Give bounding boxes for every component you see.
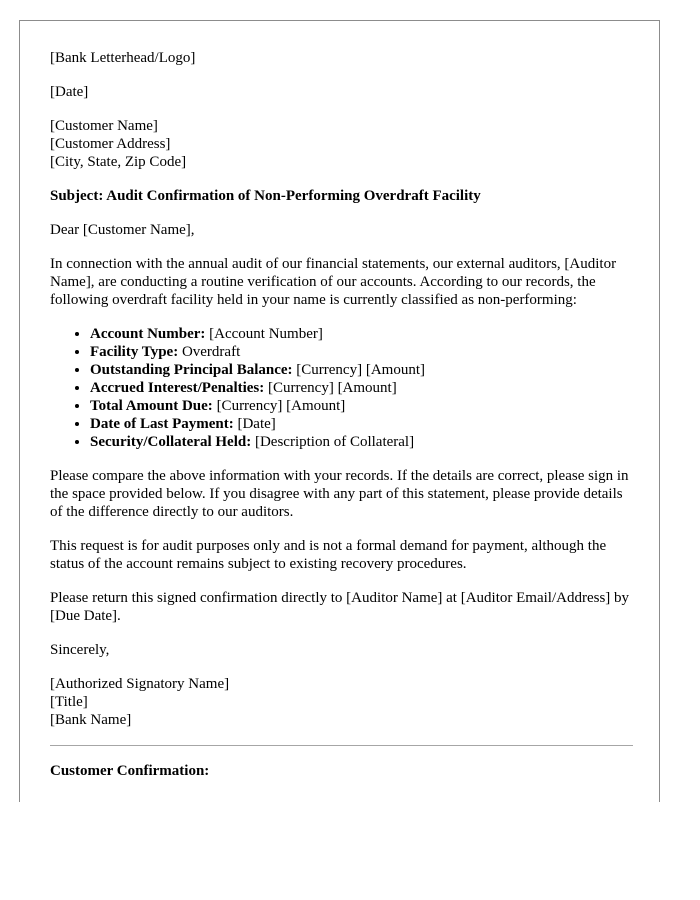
detail-value: [Account Number]	[205, 326, 323, 342]
detail-value: [Currency] [Amount]	[292, 362, 425, 378]
signatory-bank: [Bank Name]	[50, 712, 132, 728]
intro-paragraph: In connection with the annual audit of our financial statements, our external auditors, [Auditor Name], are conducting a routine verification of our accounts. According to our records, the following overdraft facility held in your name is currently classified as non-performing:	[50, 256, 617, 308]
purpose-paragraph: This request is for audit purposes only and is not a formal demand for payment, although the status of the account remains subject to existing recovery procedures.	[50, 538, 607, 572]
closing: Sincerely,	[50, 642, 110, 658]
section-divider	[50, 745, 633, 746]
detail-label: Total Amount Due:	[90, 398, 213, 414]
list-item	[90, 379, 635, 397]
list-item	[90, 415, 635, 433]
list-item	[90, 361, 635, 379]
list-item	[90, 325, 635, 343]
compare-paragraph: Please compare the above information with your records. If the details are correct, please sign in the space provided below. If you disagree with any part of this statement, please provide details of the difference directly to our auditors.	[50, 468, 629, 520]
bank-letterhead: [Bank Letterhead/Logo]	[50, 50, 196, 66]
letter-page	[19, 20, 660, 802]
detail-value: [Date]	[233, 416, 276, 432]
signatory-block	[50, 675, 635, 729]
letter-subject: Subject: Audit Confirmation of Non-Performing Overdraft Facility	[50, 188, 481, 204]
recipient-city-line: [City, State, Zip Code]	[50, 154, 187, 170]
detail-label: Facility Type:	[90, 344, 179, 360]
recipient-address: [Customer Address]	[50, 136, 171, 152]
facility-details-list	[50, 325, 635, 451]
signatory-title: [Title]	[50, 694, 88, 710]
detail-label: Outstanding Principal Balance:	[90, 362, 293, 378]
salutation: Dear [Customer Name],	[50, 222, 195, 238]
return-paragraph: Please return this signed confirmation directly to [Auditor Name] at [Auditor Email/Address] by [Due Date].	[50, 590, 630, 624]
detail-label: Accrued Interest/Penalties:	[90, 380, 265, 396]
detail-value: [Description of Collateral]	[251, 434, 415, 450]
letter-content	[50, 49, 635, 796]
list-item	[90, 343, 635, 361]
customer-confirmation-heading: Customer Confirmation:	[50, 763, 210, 779]
detail-label: Security/Collateral Held:	[90, 434, 252, 450]
detail-value: [Currency] [Amount]	[212, 398, 346, 414]
list-item	[90, 397, 635, 415]
detail-value: Overdraft	[178, 344, 241, 360]
list-item	[90, 433, 635, 451]
detail-label: Account Number:	[90, 326, 206, 342]
recipient-address-block	[50, 117, 635, 171]
signatory-name: [Authorized Signatory Name]	[50, 676, 230, 692]
letter-date: [Date]	[50, 84, 89, 100]
recipient-name: [Customer Name]	[50, 118, 158, 134]
detail-value: [Currency] [Amount]	[264, 380, 397, 396]
detail-label: Date of Last Payment:	[90, 416, 234, 432]
